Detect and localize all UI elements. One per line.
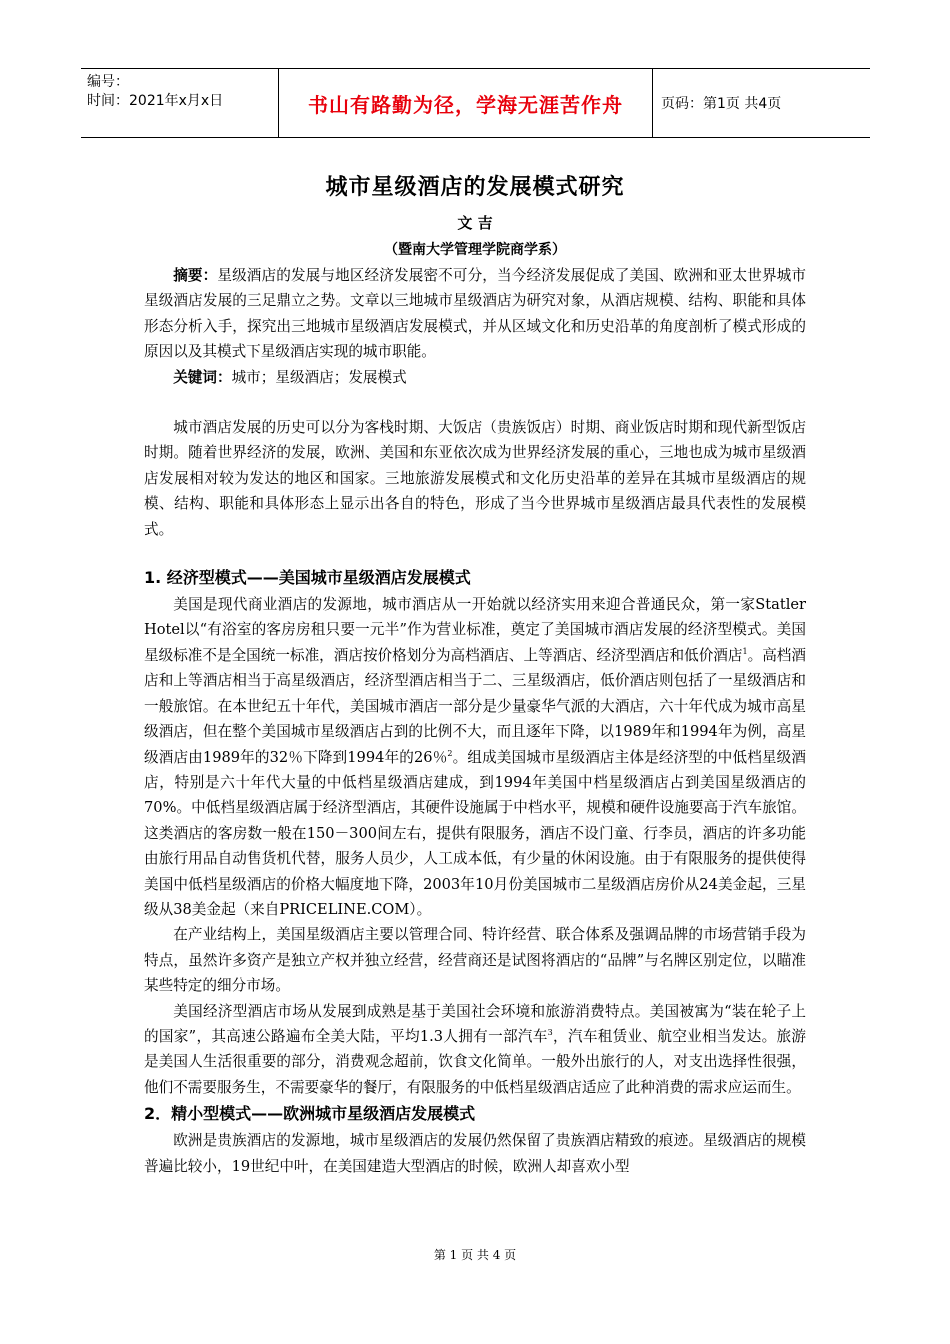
footnote-ref: 2 [447,748,453,758]
page-info: 页码：第1页 共4页 [661,96,782,112]
abstract-label: 摘要： [173,267,218,284]
abstract-paragraph [144,263,806,365]
footnote-ref: 3 [547,1028,553,1038]
abstract-text: 星级酒店的发展与地区经济发展密不可分，当今经济发展促成了美国、欧洲和亚太世界城市星级酒店发展的三足鼎立之势。文章以三地城市星级酒店为研究对象，从酒店规模、结构、职能和具体形态分析入手，探究出三地城市星级酒店发展模式，并从区域文化和历史沿革的角度剖析了模式形成的原因以及其模式下星级酒店实现的城市职能。 [144,267,806,361]
keywords-paragraph [144,365,806,390]
section1-paragraph-2: 在产业结构上，美国星级酒店主要以管理合同、特许经营、联合体系及强调品牌的市场营销手段为特点，虽然许多资产是独立产权并独立经营，经营商还是试图将酒店的“品牌”与名牌区别定位，以瞄准某些特定的细分市场。 [144,926,806,995]
text-run: 美国是现代商业酒店的发源地，城市酒店从一开始就以经济实用来迎合普通民众，第一家Statler Hotel以“有浴室的客房房租只要一元半”作为营业标准，奠定了美国城市酒店发展的经济型模式。美国星级标准不是全国统一标准，酒店按价格划分为高档酒店、上等酒店、经济型酒店和低价酒店 [144,596,806,664]
section2-paragraph-1: 欧洲是贵族酒店的发源地，城市星级酒店的发展仍然保留了贵族酒店精致的痕迹。星级酒店的规模普遍比较小，19世纪中叶，在美国建造大型酒店的时候，欧洲人却喜欢小型 [144,1132,806,1175]
section-heading: 1. 经济型模式——美国城市星级酒店发展模式 [144,568,471,588]
time-label: 时间：2021年x月x日 [87,93,224,109]
article-title: 城市星级酒店的发展模式研究 [325,175,625,200]
number-label: 编号： [87,74,129,90]
intro-paragraph: 城市酒店发展的历史可以分为客栈时期、大饭店（贵族饭店）时期、商业饭店时期和现代新型饭店时期。随着世界经济的发展，欧洲、美国和东亚依次成为世界经济发展的重心，三地也成为城市星级酒店发展相对较为发达的地区和国家。三地旅游发展模式和文化历史沿革的差异在其城市星级酒店的规模、结构、职能和具体形态上显示出各自的特色，形成了当今世界城市星级酒店最具代表性的发展模式。 [144,419,806,538]
spacer [144,542,806,564]
keywords-text: 城市；星级酒店；发展模式 [231,368,407,386]
header-motto-cell [278,69,653,137]
page-footer: 第 1 页 共 4 页 [433,1248,517,1262]
text-run: 美国经济型酒店市场从发展到成熟是基于美国社会环境和旅游消费特点。美国被寓为“装在轮子上的国家”，其高速公路遍布全美大陆，平均1.3人拥有一部汽车 [144,1002,806,1045]
section-heading: 2．精小型模式——欧洲城市星级酒店发展模式 [144,1104,476,1124]
header-meta-cell [81,69,278,137]
text-run: 。高档酒店和上等酒店相当于高星级酒店，经济型酒店相当于二、三星级酒店，低价酒店则包括了一星级酒店和一般旅馆。在本世纪五十年代，美国城市酒店一部分是少量豪华气派的大酒店，六十年代成为城市高星级酒店，但在整个美国城市星级酒店占到的比例不大，而且逐年下降，以1989年和1994年为例，高星级酒店由1989年的32％下降到1994年的26％ [144,646,806,766]
header-page-cell [653,69,870,137]
page-header-table [81,68,870,138]
article-author: 文 吉 [457,214,493,232]
article-affiliation: （暨南大学管理学院商学系） [384,242,566,258]
text-run: ，汽车租赁业、航空业相当发达。旅游是美国人生活很重要的部分，消费观念超前，饮食文化简单。一般外出旅行的人，对支出选择性很强，他们不需要服务生，不需要豪华的餐厅，有限服务的中低档星级酒店适应了此种消费的需求应运而生。 [144,1027,806,1096]
section1-paragraph-1 [144,592,806,922]
motto-text: 书山有路勤为径，学海无涯苦作舟 [308,92,623,117]
spacer [144,390,806,415]
text-run: 。组成美国城市星级酒店主体是经济型的中低档星级酒店，特别是六十年代大量的中低档星级酒店建成，到1994年美国中档星级酒店占到美国星级酒店的70%。中低档星级酒店属于经济型酒店，其硬件设施属于中档水平，规模和硬件设施要高于汽车旅馆。这类酒店的客房数一般在150－300间左右，提供有限服务，酒店不设门童、行李员，酒店的许多功能由旅行用品自动售货机代替，服务人员少，人工成本低，有少量的休闲设施。由于有限服务的提供使得美国中低档星级酒店的价格大幅度地下降，2003年10月份美国城市二星级酒店房价从24美金起，三星级从38美金起（来自PRICELINE.COM）。 [144,748,806,918]
section1-paragraph-3 [144,999,806,1101]
article-body [144,263,806,1179]
footnote-ref: 1 [742,647,748,657]
keywords-label: 关键词： [173,368,232,386]
